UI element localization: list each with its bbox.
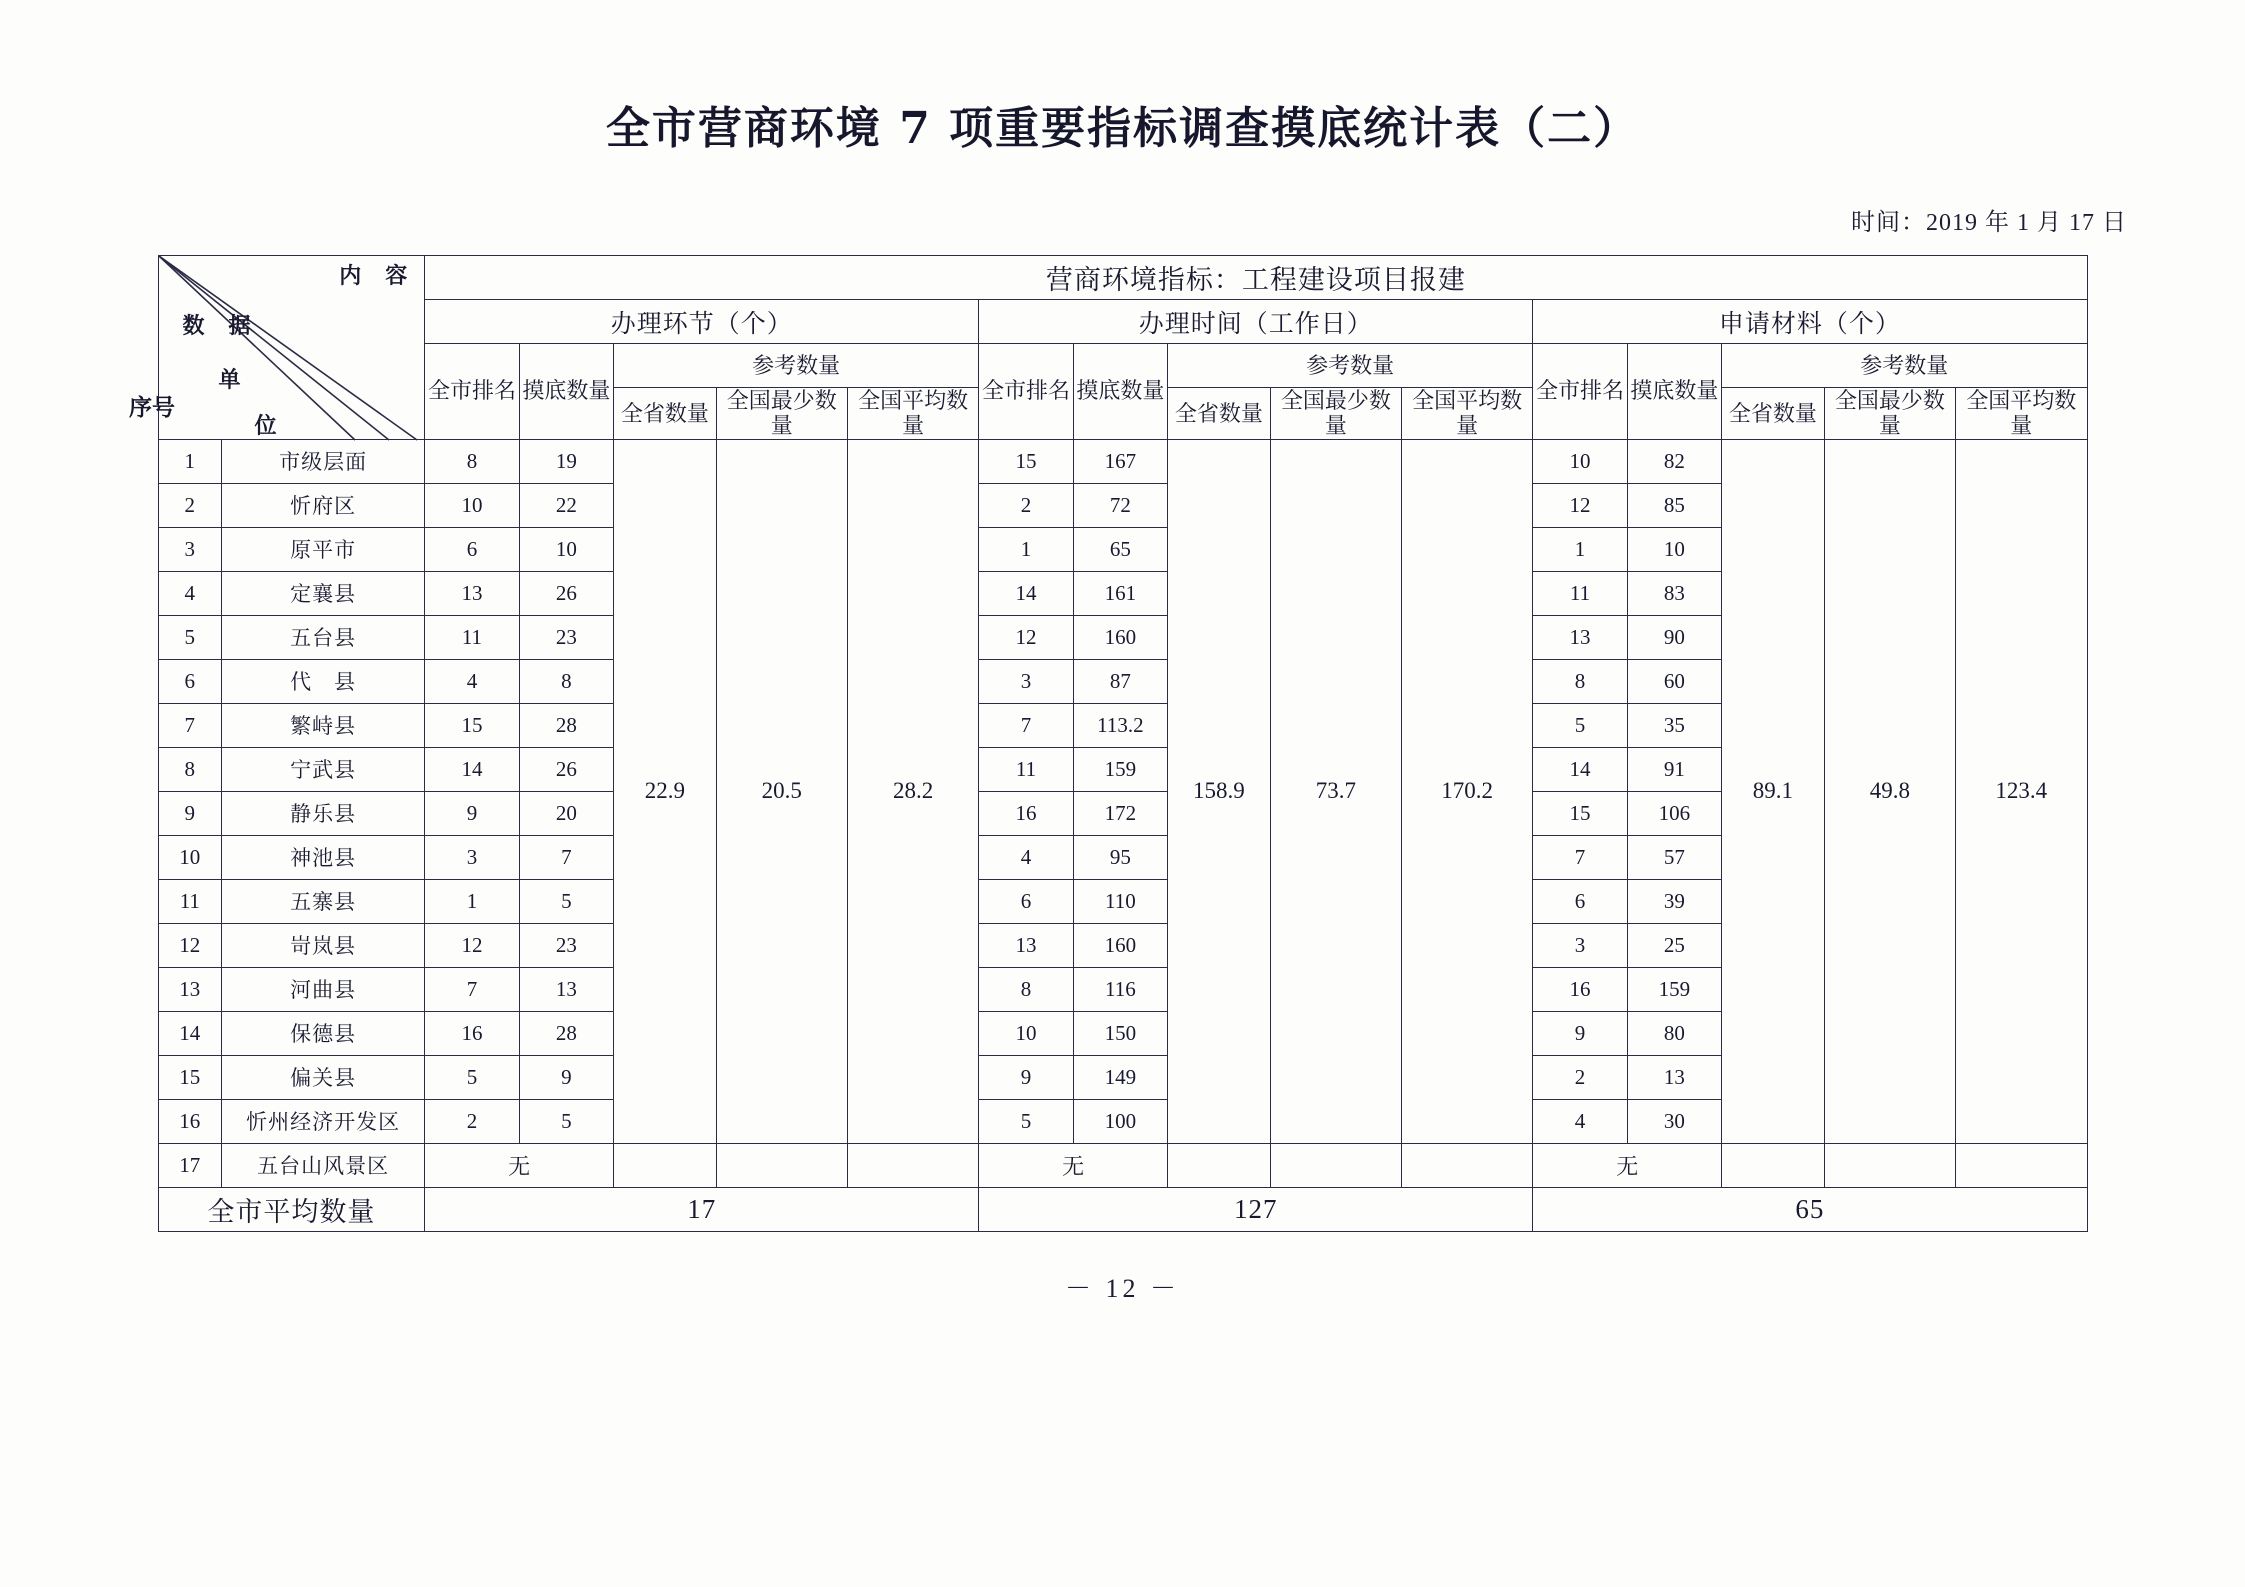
row-huanjie-num: 22	[519, 483, 613, 527]
row-cailiao-num: 106	[1627, 791, 1721, 835]
row-huanjie-rank: 1	[425, 879, 519, 923]
wu-pad-s3	[1401, 1143, 1532, 1187]
row-cailiao-rank: 6	[1533, 879, 1627, 923]
col-cailiao-sheng: 全省数量	[1722, 388, 1825, 440]
row-huanjie-rank: 10	[425, 483, 519, 527]
group-header-cailiao: 申请材料（个）	[1533, 300, 2087, 344]
wu-row-huanjie: 无	[425, 1143, 614, 1187]
row-seq: 6	[158, 659, 222, 703]
avg-row-shijian: 127	[979, 1187, 1533, 1231]
row-huanjie-num: 8	[519, 659, 613, 703]
row-cailiao-num: 57	[1627, 835, 1721, 879]
row-unit: 原平市	[222, 527, 425, 571]
row-cailiao-rank: 5	[1533, 703, 1627, 747]
row-shijian-num: 95	[1073, 835, 1167, 879]
row-huanjie-rank: 16	[425, 1011, 519, 1055]
row-seq: 14	[158, 1011, 222, 1055]
row-seq: 5	[158, 615, 222, 659]
row-shijian-num: 167	[1073, 439, 1167, 483]
table-header-row-1	[158, 256, 2087, 300]
row-huanjie-num: 13	[519, 967, 613, 1011]
row-shijian-rank: 7	[979, 703, 1073, 747]
ref-huanjie-pingjun: 28.2	[847, 439, 978, 1143]
col-huanjie-rank: 全市排名	[425, 344, 519, 440]
row-seq: 12	[158, 923, 222, 967]
table-header-row-2	[158, 300, 2087, 344]
row-shijian-rank: 8	[979, 967, 1073, 1011]
row-seq: 4	[158, 571, 222, 615]
row-cailiao-rank: 15	[1533, 791, 1627, 835]
row-cailiao-rank: 1	[1533, 527, 1627, 571]
row-unit: 保德县	[222, 1011, 425, 1055]
row-cailiao-rank: 4	[1533, 1099, 1627, 1143]
wu-pad-s2	[1270, 1143, 1401, 1187]
row-unit: 神池县	[222, 835, 425, 879]
row-shijian-rank: 16	[979, 791, 1073, 835]
table-row	[158, 439, 2087, 483]
col-shijian-rank: 全市排名	[979, 344, 1073, 440]
row-seq: 10	[158, 835, 222, 879]
avg-row-label: 全市平均数量	[158, 1187, 425, 1231]
row-seq: 9	[158, 791, 222, 835]
row-shijian-num: 160	[1073, 615, 1167, 659]
row-seq: 13	[158, 967, 222, 1011]
row-unit: 定襄县	[222, 571, 425, 615]
row-shijian-num: 72	[1073, 483, 1167, 527]
row-unit: 忻州经济开发区	[222, 1099, 425, 1143]
row-shijian-rank: 10	[979, 1011, 1073, 1055]
row-cailiao-rank: 9	[1533, 1011, 1627, 1055]
row-huanjie-num: 23	[519, 923, 613, 967]
row-shijian-rank: 9	[979, 1055, 1073, 1099]
ref-huanjie-sheng: 22.9	[614, 439, 717, 1143]
table-row-average	[158, 1187, 2087, 1231]
row-unit: 偏关县	[222, 1055, 425, 1099]
page-title: 全市营商环境 7 项重要指标调查摸底统计表（二）	[605, 103, 1640, 154]
row-huanjie-rank: 5	[425, 1055, 519, 1099]
row-unit: 市级层面	[222, 439, 425, 483]
row-cailiao-rank: 13	[1533, 615, 1627, 659]
group-header-huanjie: 办理环节（个）	[425, 300, 979, 344]
row-shijian-num: 65	[1073, 527, 1167, 571]
row-cailiao-num: 35	[1627, 703, 1721, 747]
row-cailiao-num: 25	[1627, 923, 1721, 967]
row-shijian-num: 116	[1073, 967, 1167, 1011]
row-shijian-rank: 5	[979, 1099, 1073, 1143]
row-unit: 五寨县	[222, 879, 425, 923]
row-huanjie-num: 26	[519, 747, 613, 791]
row-huanjie-num: 19	[519, 439, 613, 483]
row-huanjie-num: 5	[519, 1099, 613, 1143]
ref-header-shijian: 参考数量	[1168, 344, 1533, 388]
row-shijian-rank: 13	[979, 923, 1073, 967]
row-huanjie-rank: 4	[425, 659, 519, 703]
row-huanjie-rank: 14	[425, 747, 519, 791]
row-huanjie-num: 9	[519, 1055, 613, 1099]
table-summary-body	[158, 1143, 2087, 1231]
seq-column-header: 序号	[129, 395, 175, 420]
row-seq: 16	[158, 1099, 222, 1143]
row-shijian-rank: 6	[979, 879, 1073, 923]
row-shijian-num: 100	[1073, 1099, 1167, 1143]
row-unit: 代 县	[222, 659, 425, 703]
row-shijian-num: 113.2	[1073, 703, 1167, 747]
col-huanjie-pingjun: 全国平均数 量	[847, 388, 978, 440]
corner-label-content: 内 容	[339, 263, 409, 288]
row-unit: 河曲县	[222, 967, 425, 1011]
row-cailiao-num: 60	[1627, 659, 1721, 703]
wu-row-cailiao: 无	[1533, 1143, 1722, 1187]
row-cailiao-rank: 12	[1533, 483, 1627, 527]
col-cailiao-zuishao: 全国最少数 量	[1824, 388, 1955, 440]
wu-pad-c3	[1956, 1143, 2087, 1187]
table-header-row-3	[158, 344, 2087, 388]
corner-header-cell	[158, 256, 425, 440]
row-cailiao-num: 83	[1627, 571, 1721, 615]
ref-shijian-zuishao: 73.7	[1270, 439, 1401, 1143]
ref-cailiao-zuishao: 49.8	[1824, 439, 1955, 1143]
row-shijian-rank: 3	[979, 659, 1073, 703]
row-huanjie-num: 5	[519, 879, 613, 923]
row-cailiao-rank: 3	[1533, 923, 1627, 967]
row-shijian-num: 110	[1073, 879, 1167, 923]
row-huanjie-rank: 13	[425, 571, 519, 615]
wu-pad-h3	[847, 1143, 978, 1187]
col-cailiao-pingjun: 全国平均数 量	[1956, 388, 2087, 440]
row-shijian-rank: 1	[979, 527, 1073, 571]
row-cailiao-num: 85	[1627, 483, 1721, 527]
statistics-table-container	[158, 255, 2099, 1232]
row-shijian-rank: 12	[979, 615, 1073, 659]
row-shijian-num: 87	[1073, 659, 1167, 703]
corner-label-data: 数 据	[182, 313, 252, 338]
wu-pad-h2	[716, 1143, 847, 1187]
row-cailiao-num: 13	[1627, 1055, 1721, 1099]
col-shijian-sheng: 全省数量	[1168, 388, 1271, 440]
avg-row-huanjie: 17	[425, 1187, 979, 1231]
row-cailiao-num: 159	[1627, 967, 1721, 1011]
ref-header-cailiao: 参考数量	[1722, 344, 2087, 388]
row-seq: 7	[158, 703, 222, 747]
row-huanjie-rank: 8	[425, 439, 519, 483]
row-shijian-num: 149	[1073, 1055, 1167, 1099]
row-shijian-rank: 4	[979, 835, 1073, 879]
row-shijian-num: 161	[1073, 571, 1167, 615]
row-cailiao-rank: 14	[1533, 747, 1627, 791]
ref-shijian-pingjun: 170.2	[1401, 439, 1532, 1143]
row-cailiao-num: 91	[1627, 747, 1721, 791]
row-cailiao-num: 80	[1627, 1011, 1721, 1055]
wu-pad-c1	[1722, 1143, 1825, 1187]
ref-shijian-sheng: 158.9	[1168, 439, 1271, 1143]
row-huanjie-rank: 15	[425, 703, 519, 747]
row-huanjie-num: 7	[519, 835, 613, 879]
row-cailiao-num: 39	[1627, 879, 1721, 923]
col-shijian-zuishao: 全国最少数 量	[1270, 388, 1401, 440]
row-unit: 忻府区	[222, 483, 425, 527]
table-top-header: 营商环境指标：工程建设项目报建	[425, 256, 2087, 300]
row-huanjie-num: 28	[519, 1011, 613, 1055]
ref-cailiao-sheng: 89.1	[1722, 439, 1825, 1143]
row-cailiao-rank: 16	[1533, 967, 1627, 1011]
row-cailiao-num: 10	[1627, 527, 1721, 571]
row-shijian-num: 159	[1073, 747, 1167, 791]
row-cailiao-num: 30	[1627, 1099, 1721, 1143]
row-cailiao-rank: 11	[1533, 571, 1627, 615]
row-shijian-num: 172	[1073, 791, 1167, 835]
col-shijian-pingjun: 全国平均数 量	[1401, 388, 1532, 440]
row-shijian-rank: 2	[979, 483, 1073, 527]
row-huanjie-rank: 6	[425, 527, 519, 571]
row-unit: 繁峙县	[222, 703, 425, 747]
row-seq: 3	[158, 527, 222, 571]
row-seq: 2	[158, 483, 222, 527]
wu-row-unit: 五台山风景区	[222, 1143, 425, 1187]
row-huanjie-num: 23	[519, 615, 613, 659]
row-seq: 11	[158, 879, 222, 923]
row-huanjie-num: 26	[519, 571, 613, 615]
row-huanjie-rank: 12	[425, 923, 519, 967]
wu-row-shijian: 无	[979, 1143, 1168, 1187]
row-seq: 1	[158, 439, 222, 483]
wu-pad-c2	[1824, 1143, 1955, 1187]
row-shijian-num: 150	[1073, 1011, 1167, 1055]
row-huanjie-rank: 11	[425, 615, 519, 659]
col-huanjie-num: 摸底数量	[519, 344, 613, 440]
col-cailiao-num: 摸底数量	[1627, 344, 1721, 440]
row-huanjie-rank: 9	[425, 791, 519, 835]
row-huanjie-num: 10	[519, 527, 613, 571]
row-cailiao-rank: 7	[1533, 835, 1627, 879]
row-cailiao-rank: 8	[1533, 659, 1627, 703]
corner-label-unit2: 位	[254, 413, 278, 438]
col-cailiao-rank: 全市排名	[1533, 344, 1627, 440]
table-data-body	[158, 439, 2087, 1143]
row-cailiao-rank: 10	[1533, 439, 1627, 483]
row-unit: 五台县	[222, 615, 425, 659]
row-unit: 岢岚县	[222, 923, 425, 967]
page-number: － 12 －	[1064, 1273, 1180, 1303]
row-seq: 15	[158, 1055, 222, 1099]
table-row-wu	[158, 1143, 2087, 1187]
group-header-shijian: 办理时间（工作日）	[979, 300, 1533, 344]
corner-label-unit: 单	[218, 367, 242, 392]
col-huanjie-zuishao: 全国最少数 量	[716, 388, 847, 440]
row-shijian-rank: 11	[979, 747, 1073, 791]
row-huanjie-rank: 7	[425, 967, 519, 1011]
row-huanjie-rank: 3	[425, 835, 519, 879]
row-seq: 8	[158, 747, 222, 791]
row-cailiao-num: 82	[1627, 439, 1721, 483]
wu-pad-h1	[614, 1143, 717, 1187]
row-cailiao-num: 90	[1627, 615, 1721, 659]
row-unit: 宁武县	[222, 747, 425, 791]
wu-row-seq: 17	[158, 1143, 222, 1187]
row-unit: 静乐县	[222, 791, 425, 835]
col-huanjie-sheng: 全省数量	[614, 388, 717, 440]
row-huanjie-num: 28	[519, 703, 613, 747]
ref-huanjie-zuishao: 20.5	[716, 439, 847, 1143]
row-shijian-num: 160	[1073, 923, 1167, 967]
avg-row-cailiao: 65	[1533, 1187, 2087, 1231]
row-huanjie-rank: 2	[425, 1099, 519, 1143]
row-shijian-rank: 14	[979, 571, 1073, 615]
ref-header-huanjie: 参考数量	[614, 344, 979, 388]
ref-cailiao-pingjun: 123.4	[1956, 439, 2087, 1143]
document-date: 时间：2019 年 1 月 17 日	[1851, 210, 2127, 236]
wu-pad-s1	[1168, 1143, 1271, 1187]
statistics-table	[158, 255, 2099, 1232]
row-cailiao-rank: 2	[1533, 1055, 1627, 1099]
row-huanjie-num: 20	[519, 791, 613, 835]
col-shijian-num: 摸底数量	[1073, 344, 1167, 440]
row-shijian-rank: 15	[979, 439, 1073, 483]
